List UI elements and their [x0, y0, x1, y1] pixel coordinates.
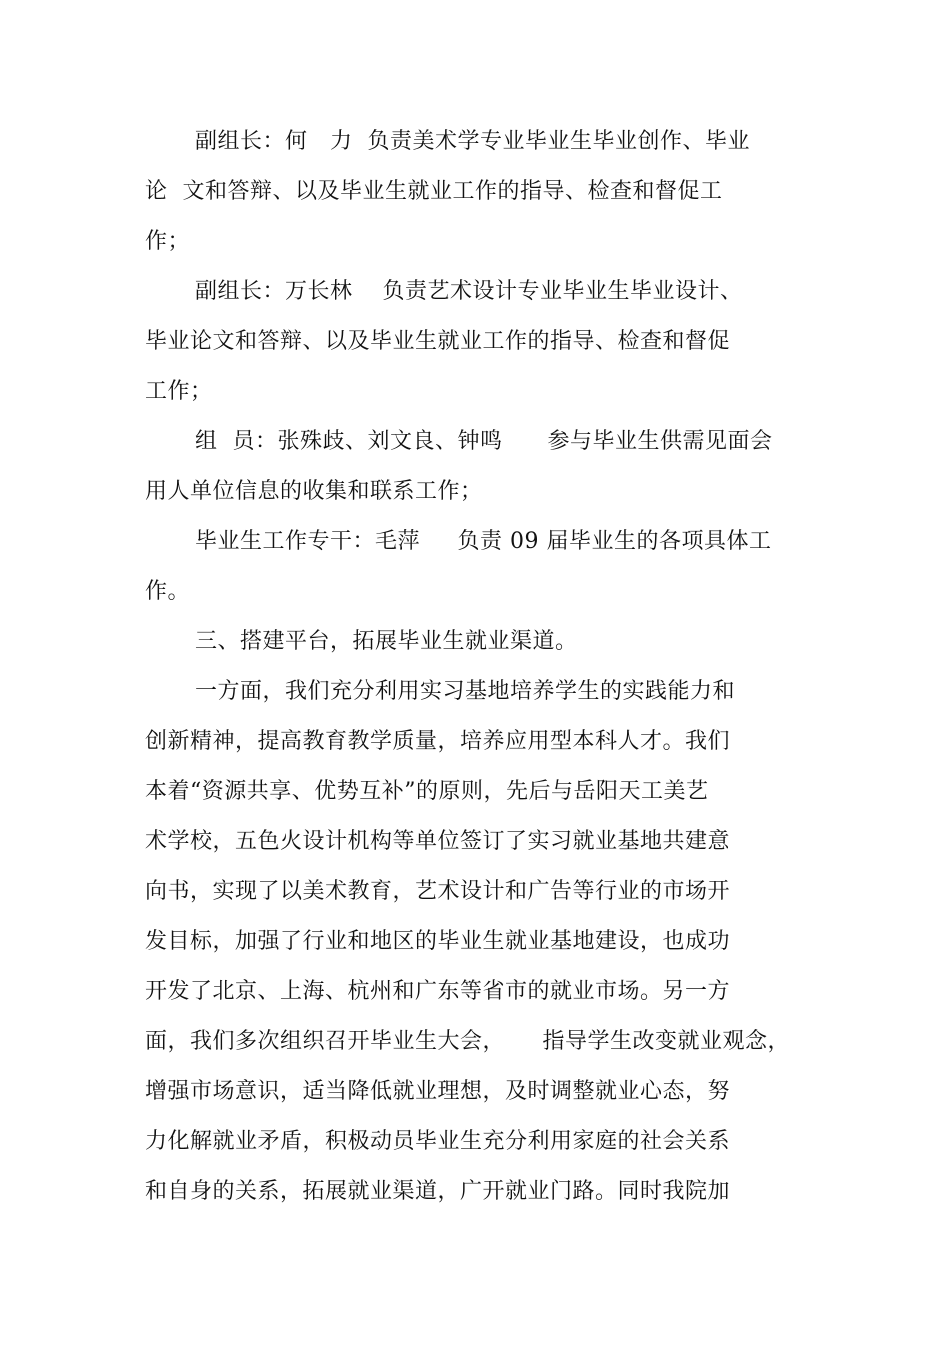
text-line: 毕业论文和答辩、以及毕业生就业工作的指导、检查和督促	[145, 329, 731, 354]
text-line: 作。	[145, 579, 191, 604]
text-line: 用人单位信息的收集和联系工作；	[145, 479, 483, 504]
text-line: 工作；	[145, 379, 213, 404]
text-line: 和自身的关系，拓展就业渠道，广开就业门路。同时我院加	[145, 1179, 731, 1204]
text-line: 本着“资源共享、优势互补”的原则，先后与岳阳天工美艺	[145, 779, 709, 804]
section-heading: 三、搭建平台，拓展毕业生就业渠道。	[195, 629, 578, 654]
text-line: 一方面，我们充分利用实习基地培养学生的实践能力和	[195, 679, 736, 704]
text-line: 力化解就业矛盾，积极动员毕业生充分利用家庭的社会关系	[145, 1129, 731, 1154]
text-line: 副组长：万长林 负责艺术设计专业毕业生毕业设计、	[195, 279, 743, 304]
text-line: 毕业生工作专干：毛萍 负责 09 届毕业生的各项具体工	[195, 529, 772, 554]
text-line: 增强市场意识，适当降低就业理想，及时调整就业心态，努	[145, 1079, 731, 1104]
text-line: 面，我们多次组织召开毕业生大会， 指导学生改变就业观念，	[145, 1029, 790, 1054]
text-line: 论 文和答辩、以及毕业生就业工作的指导、检查和督促工	[145, 179, 723, 204]
text-line: 术学校，五色火设计机构等单位签订了实习就业基地共建意	[145, 829, 731, 854]
text-line: 副组长：何 力 负责美术学专业毕业生毕业创作、毕业	[195, 129, 750, 154]
text-line: 创新精神，提高教育教学质量，培养应用型本科人才。我们	[145, 729, 731, 754]
text-line: 发目标，加强了行业和地区的毕业生就业基地建设，也成功	[145, 929, 731, 954]
text-line: 向书，实现了以美术教育，艺术设计和广告等行业的市场开	[145, 879, 731, 904]
text-line: 组 员：张殊歧、刘文良、钟鸣 参与毕业生供需见面会	[195, 429, 773, 454]
text-line: 作；	[145, 229, 191, 254]
text-line: 开发了北京、上海、杭州和广东等省市的就业市场。另一方	[145, 979, 731, 1004]
